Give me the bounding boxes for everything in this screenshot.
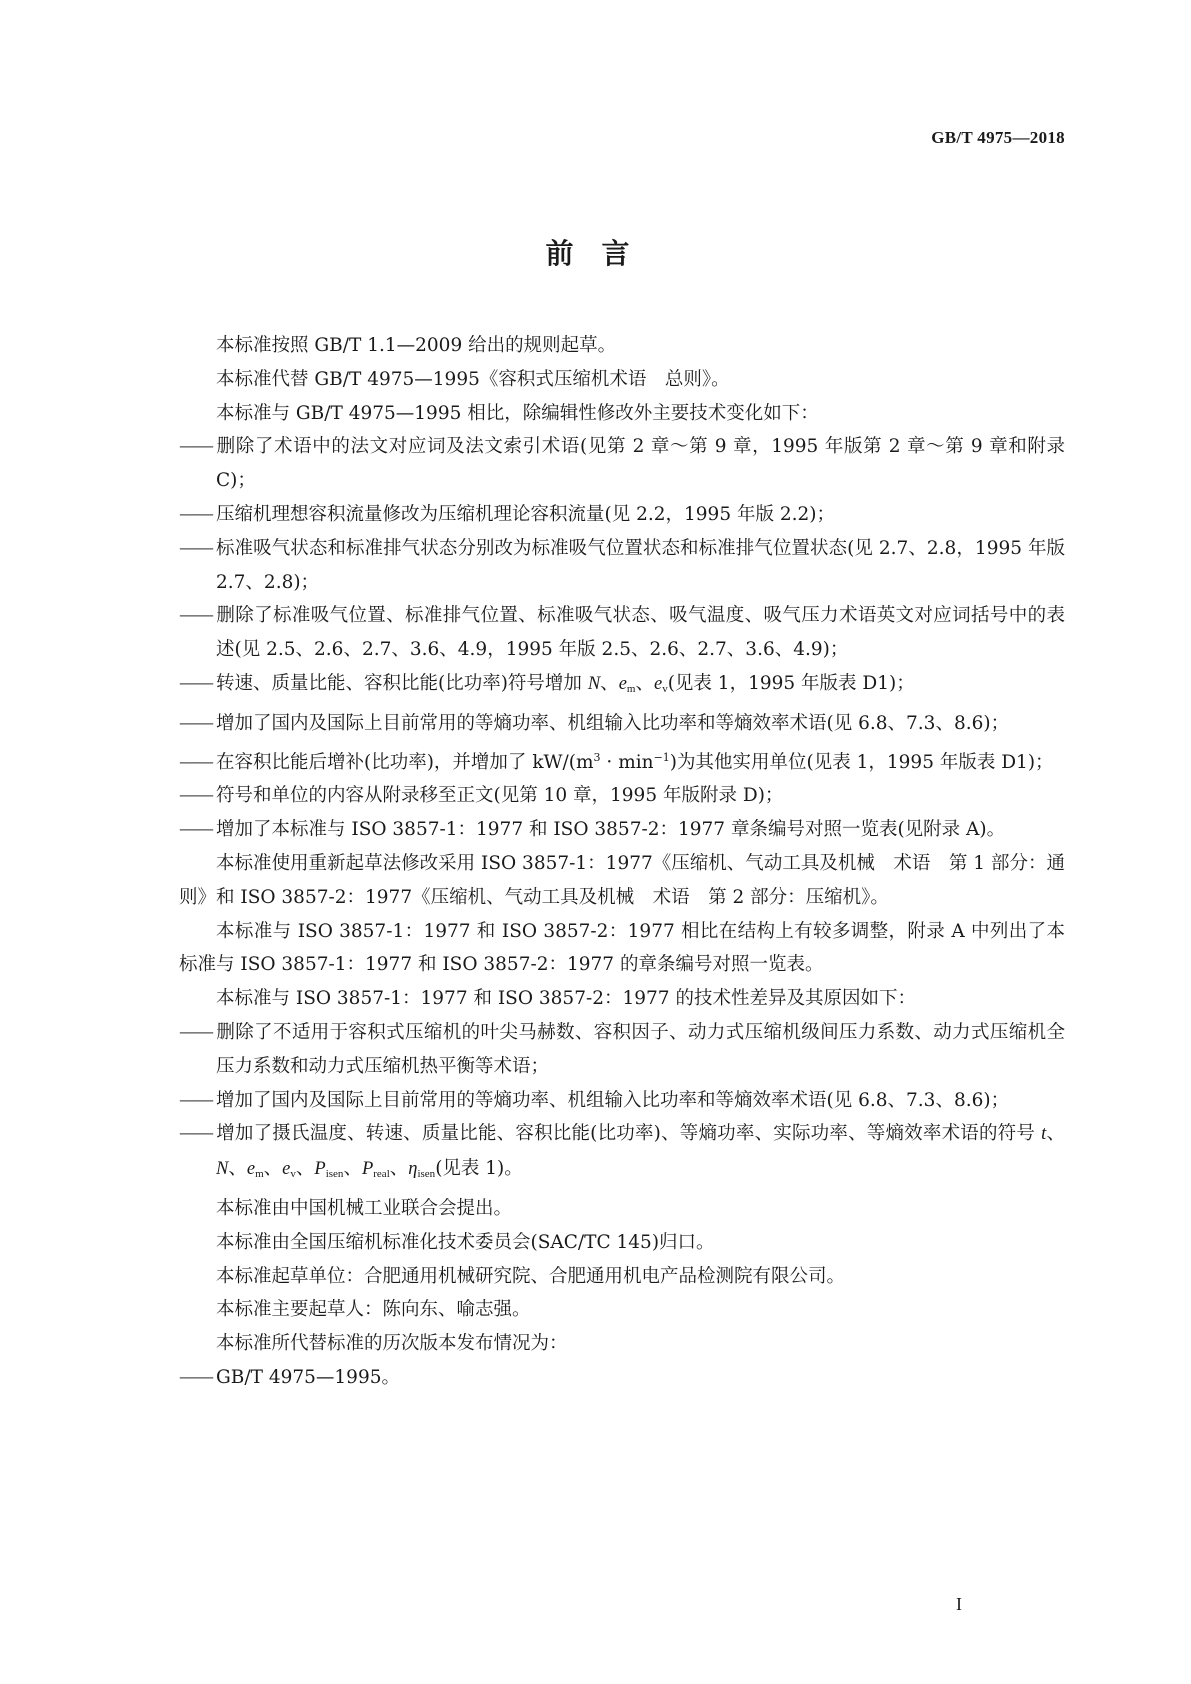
list-item-text: 增加了本标准与 ISO 3857-1：1977 和 ISO 3857-2：1977 章条编号对照一览表(见附录 A)。 <box>216 819 1006 841</box>
list-item <box>179 532 1065 600</box>
symbol-em <box>619 674 636 694</box>
list-item <box>179 1016 1065 1084</box>
list-item <box>179 779 1065 813</box>
dash-marker: —— <box>179 1123 212 1145</box>
symbol-N: N <box>587 673 601 694</box>
symbol-ev <box>654 674 668 694</box>
paragraph: 本标准由中国机械工业联合会提出。 <box>216 1197 513 1219</box>
separator: 、 <box>343 1158 362 1180</box>
list-item-text: GB/T 4975—1995。 <box>216 1366 400 1388</box>
list-item-text: 压缩机理想容积流量修改为压缩机理论容积流量(见 2.2，1995 年版 2.2)； <box>216 503 836 525</box>
list-item-text: 符号和单位的内容从附录移至正文(见第 10 章，1995 年版附录 D)； <box>216 785 784 807</box>
symbol-P-isen <box>314 1159 343 1179</box>
standard-number-header: GB/T 4975—2018 <box>931 128 1065 147</box>
list-item-text: 删除了术语中的法文对应词及法文索引术语(见第 2 章～第 9 章，1995 年版第 2 章～第 9 章和附录 C)； <box>216 436 1065 492</box>
dash-marker: —— <box>179 436 212 458</box>
paragraph: 本标准与 ISO 3857-1：1977 和 ISO 3857-2：1977 的技术性差异及其原因如下： <box>216 988 916 1010</box>
list-item-text: 删除了不适用于容积式压缩机的叶尖马赫数、容积因子、动力式压缩机级间压力系数、动力式压缩机全压力系数和动力式压缩机热平衡等术语； <box>216 1021 1065 1077</box>
dash-marker: —— <box>179 503 212 525</box>
dash-marker: —— <box>179 712 212 734</box>
symbol-t: t <box>1041 1124 1047 1145</box>
dash-marker: —— <box>179 672 212 694</box>
dash-marker: —— <box>179 819 212 841</box>
list-item-text: 增加了摄氏温度、转速、质量比能、容积比能(比功率)、等熵功率、实际功率、等熵效率术语的符号 <box>216 1123 1042 1145</box>
symbol-N: N <box>216 1159 229 1180</box>
list-item <box>179 813 1065 847</box>
superscript: 3 <box>593 750 601 764</box>
subscript: m <box>255 1168 264 1181</box>
separator: 、 <box>389 1158 409 1180</box>
superscript: −1 <box>653 750 670 764</box>
list-item <box>179 599 1065 667</box>
subscript: m <box>626 682 636 695</box>
paragraph: 本标准主要起草人：陈向东、喻志强。 <box>216 1299 531 1321</box>
list-item-text: · min <box>600 751 654 773</box>
dash-marker: —— <box>179 1089 212 1111</box>
foreword-body <box>179 329 1065 1395</box>
paragraph: 本标准使用重新起草法修改采用 ISO 3857-1：1977《压缩机、气动工具及机械 术语 第 1 部分：通则》和 ISO 3857-2：1977《压缩机、气动工具及机械 术语 第 2 部分：压缩机》。 <box>179 852 1065 908</box>
symbol-base: e <box>246 1159 256 1180</box>
separator: 、 <box>295 1158 315 1180</box>
list-item <box>179 667 1065 707</box>
list-item-text: )为其他实用单位(见表 1，1995 年版表 D1)； <box>669 751 1054 773</box>
symbol-P-real <box>362 1159 390 1179</box>
symbol-em <box>247 1159 264 1179</box>
list-item-text: 删除了标准吸气位置、标准排气位置、标准吸气状态、吸气温度、吸气压力术语英文对应词括号中的表述(见 2.5、2.6、2.7、3.6、4.9，1995 年版 2.5、2.6、2.7、3.6、4.9)； <box>216 605 1065 661</box>
subscript: v <box>662 682 668 695</box>
separator: 、 <box>635 672 654 694</box>
list-item <box>179 741 1065 780</box>
list-item-text: 增加了国内及国际上目前常用的等熵功率、机组输入比功率和等熵效率术语(见 6.8、7.3、8.6)； <box>216 712 1010 734</box>
list-item-text: (见表 1)。 <box>435 1158 523 1180</box>
page-title: 前言 <box>545 237 658 270</box>
subscript: isen <box>325 1168 344 1181</box>
list-item <box>179 498 1065 532</box>
subscript: v <box>290 1168 296 1181</box>
separator: 、 <box>228 1158 247 1180</box>
list-item-text: 转速、质量比能、容积比能(比功率)符号增加 <box>216 672 588 694</box>
symbol-ev <box>282 1159 296 1179</box>
symbol-base: P <box>314 1159 326 1180</box>
paragraph: 本标准与 ISO 3857-1：1977 和 ISO 3857-2：1977 相比在结构上有较多调整，附录 A 中列出了本标准与 ISO 3857-1：1977 和 ISO 3857-2：1977 的章条编号对照一览表。 <box>179 920 1065 976</box>
symbol-base: P <box>361 1159 374 1180</box>
list-item-text: 标准吸气状态和标准排气状态分别改为标准吸气位置状态和标准排气位置状态(见 2.7、2.8，1995 年版 2.7、2.8)； <box>216 537 1065 593</box>
paragraph: 本标准起草单位：合肥通用机械研究院、合肥通用机电产品检测院有限公司。 <box>216 1265 846 1287</box>
dash-marker: —— <box>179 785 212 807</box>
list-item <box>179 707 1065 741</box>
separator: 、 <box>1046 1123 1065 1145</box>
dash-marker: —— <box>179 1021 212 1043</box>
dash-marker: —— <box>179 537 212 559</box>
list-item <box>179 430 1065 498</box>
paragraph: 本标准与 GB/T 4975—1995 相比，除编辑性修改外主要技术变化如下： <box>216 402 819 424</box>
dash-marker: —— <box>179 751 212 773</box>
separator: 、 <box>600 672 619 694</box>
list-item-text: 在容积比能后增补(比功率)，并增加了 kW/(m <box>216 751 594 773</box>
list-item <box>179 1117 1065 1192</box>
symbol-eta-isen <box>408 1159 435 1179</box>
subscript: isen <box>417 1168 436 1181</box>
list-item <box>179 1084 1065 1118</box>
symbol-base: η <box>408 1159 418 1180</box>
paragraph: 本标准由全国压缩机标准化技术委员会(SAC/TC 145)归口。 <box>216 1231 715 1253</box>
paragraph: 本标准所代替标准的历次版本发布情况为： <box>216 1333 568 1355</box>
dash-marker: —— <box>179 605 212 627</box>
dash-marker: —— <box>179 1366 212 1388</box>
list-item <box>179 1361 1065 1395</box>
subscript: real <box>373 1168 390 1181</box>
list-item-text: (见表 1，1995 年版表 D1)； <box>667 672 915 694</box>
separator: 、 <box>263 1158 283 1180</box>
list-item-text: 增加了国内及国际上目前常用的等熵功率、机组输入比功率和等熵效率术语(见 6.8、7.3、8.6)； <box>216 1089 1010 1111</box>
symbol-base: e <box>653 673 663 694</box>
symbol-base: e <box>618 673 627 694</box>
paragraph: 本标准代替 GB/T 4975—1995《容积式压缩机术语 总则》。 <box>216 368 730 390</box>
symbol-base: e <box>282 1159 291 1180</box>
paragraph: 本标准按照 GB/T 1.1—2009 给出的规则起草。 <box>216 335 617 356</box>
page-number: I <box>956 1594 962 1614</box>
